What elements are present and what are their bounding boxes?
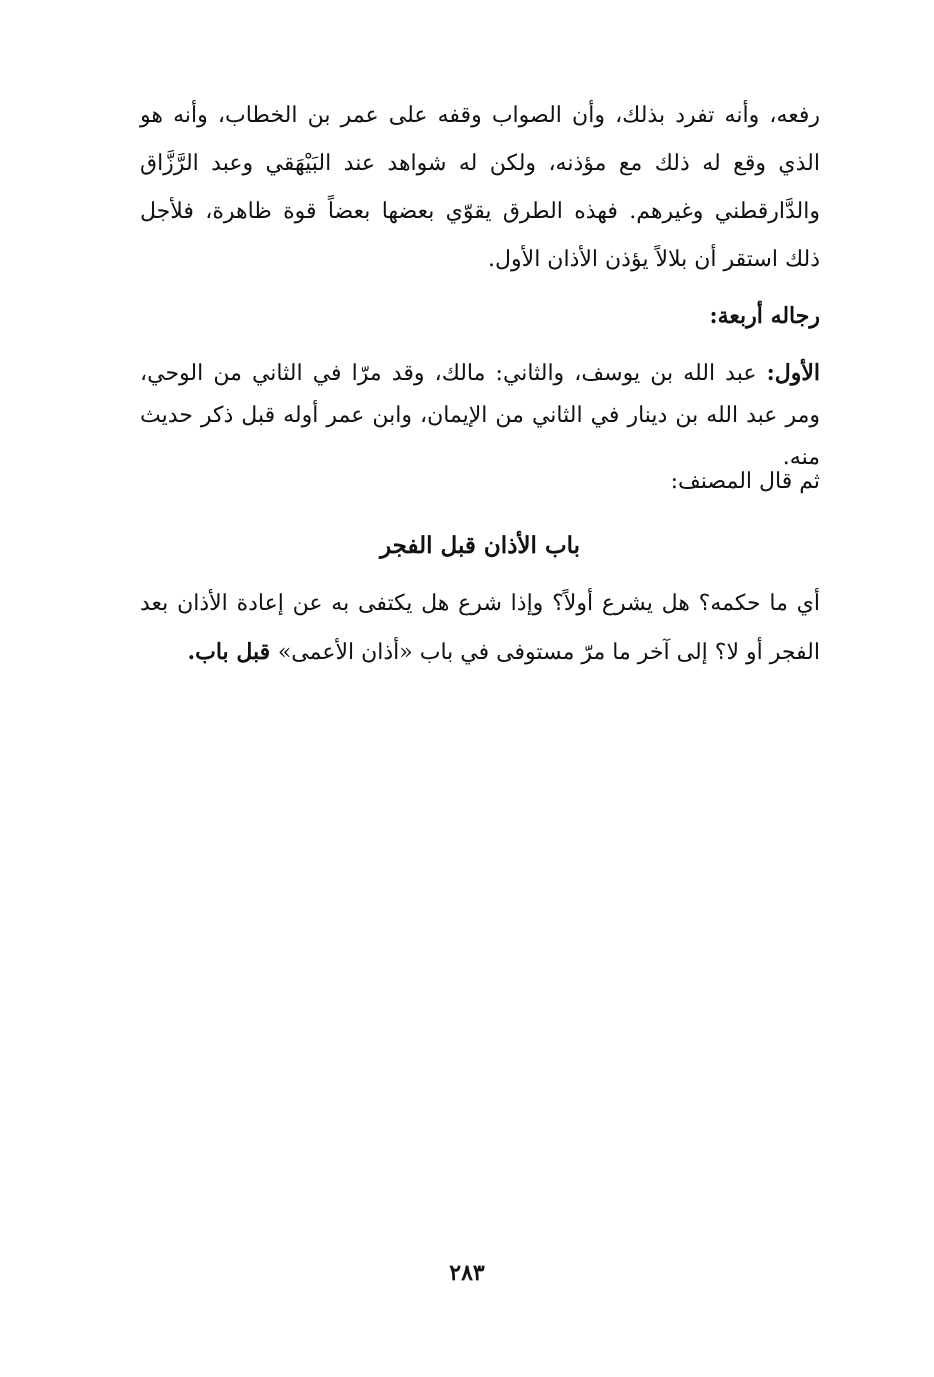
paragraph-1: رفعه، وأنه تفرد بذلك، وأن الصواب وقفه على عمر بن الخطاب، وأنه هو الذي وقع له ذلك مع مؤذنه، ولكن له شواهد عند البَيْهَقي وعبد الرَّزَّاق والدَّارقطني وغيرهم. فهذه الطرق يقوّي بعضها بعضاً قوة ظاهرة، فلأجل ذلك استقر أن بلالاً يؤذن الأذان الأول. [140, 103, 820, 272]
commentary-text: أي ما حكمه؟ هل يشرع أولاً؟ وإذا شرع هل يكتفى به عن إعادة الأذان بعد الفجر أو لا؟ إلى آخر ما مرّ مستوفى في باب «أذان الأعمى» [140, 591, 820, 665]
first-narrator-label: الأول: [766, 360, 820, 386]
author-said-line: ثم قال المصنف: [670, 469, 820, 494]
chapter-heading: باب الأذان قبل الفجر [379, 532, 581, 559]
paragraph-chapter-commentary [140, 580, 820, 677]
narrators-text: عبد الله بن يوسف، والثاني: مالك، وقد مرّا في الثاني من الوحي، ومر عبد الله بن دينار في الثاني من الإيمان، وابن عمر أوله قبل ذكر حديث منه. [140, 361, 820, 470]
page-number: ٢٨٣ [449, 1260, 485, 1286]
commentary-tail: قبل باب. [187, 639, 278, 665]
narrators-heading: رجاله أربعة: [709, 303, 820, 329]
